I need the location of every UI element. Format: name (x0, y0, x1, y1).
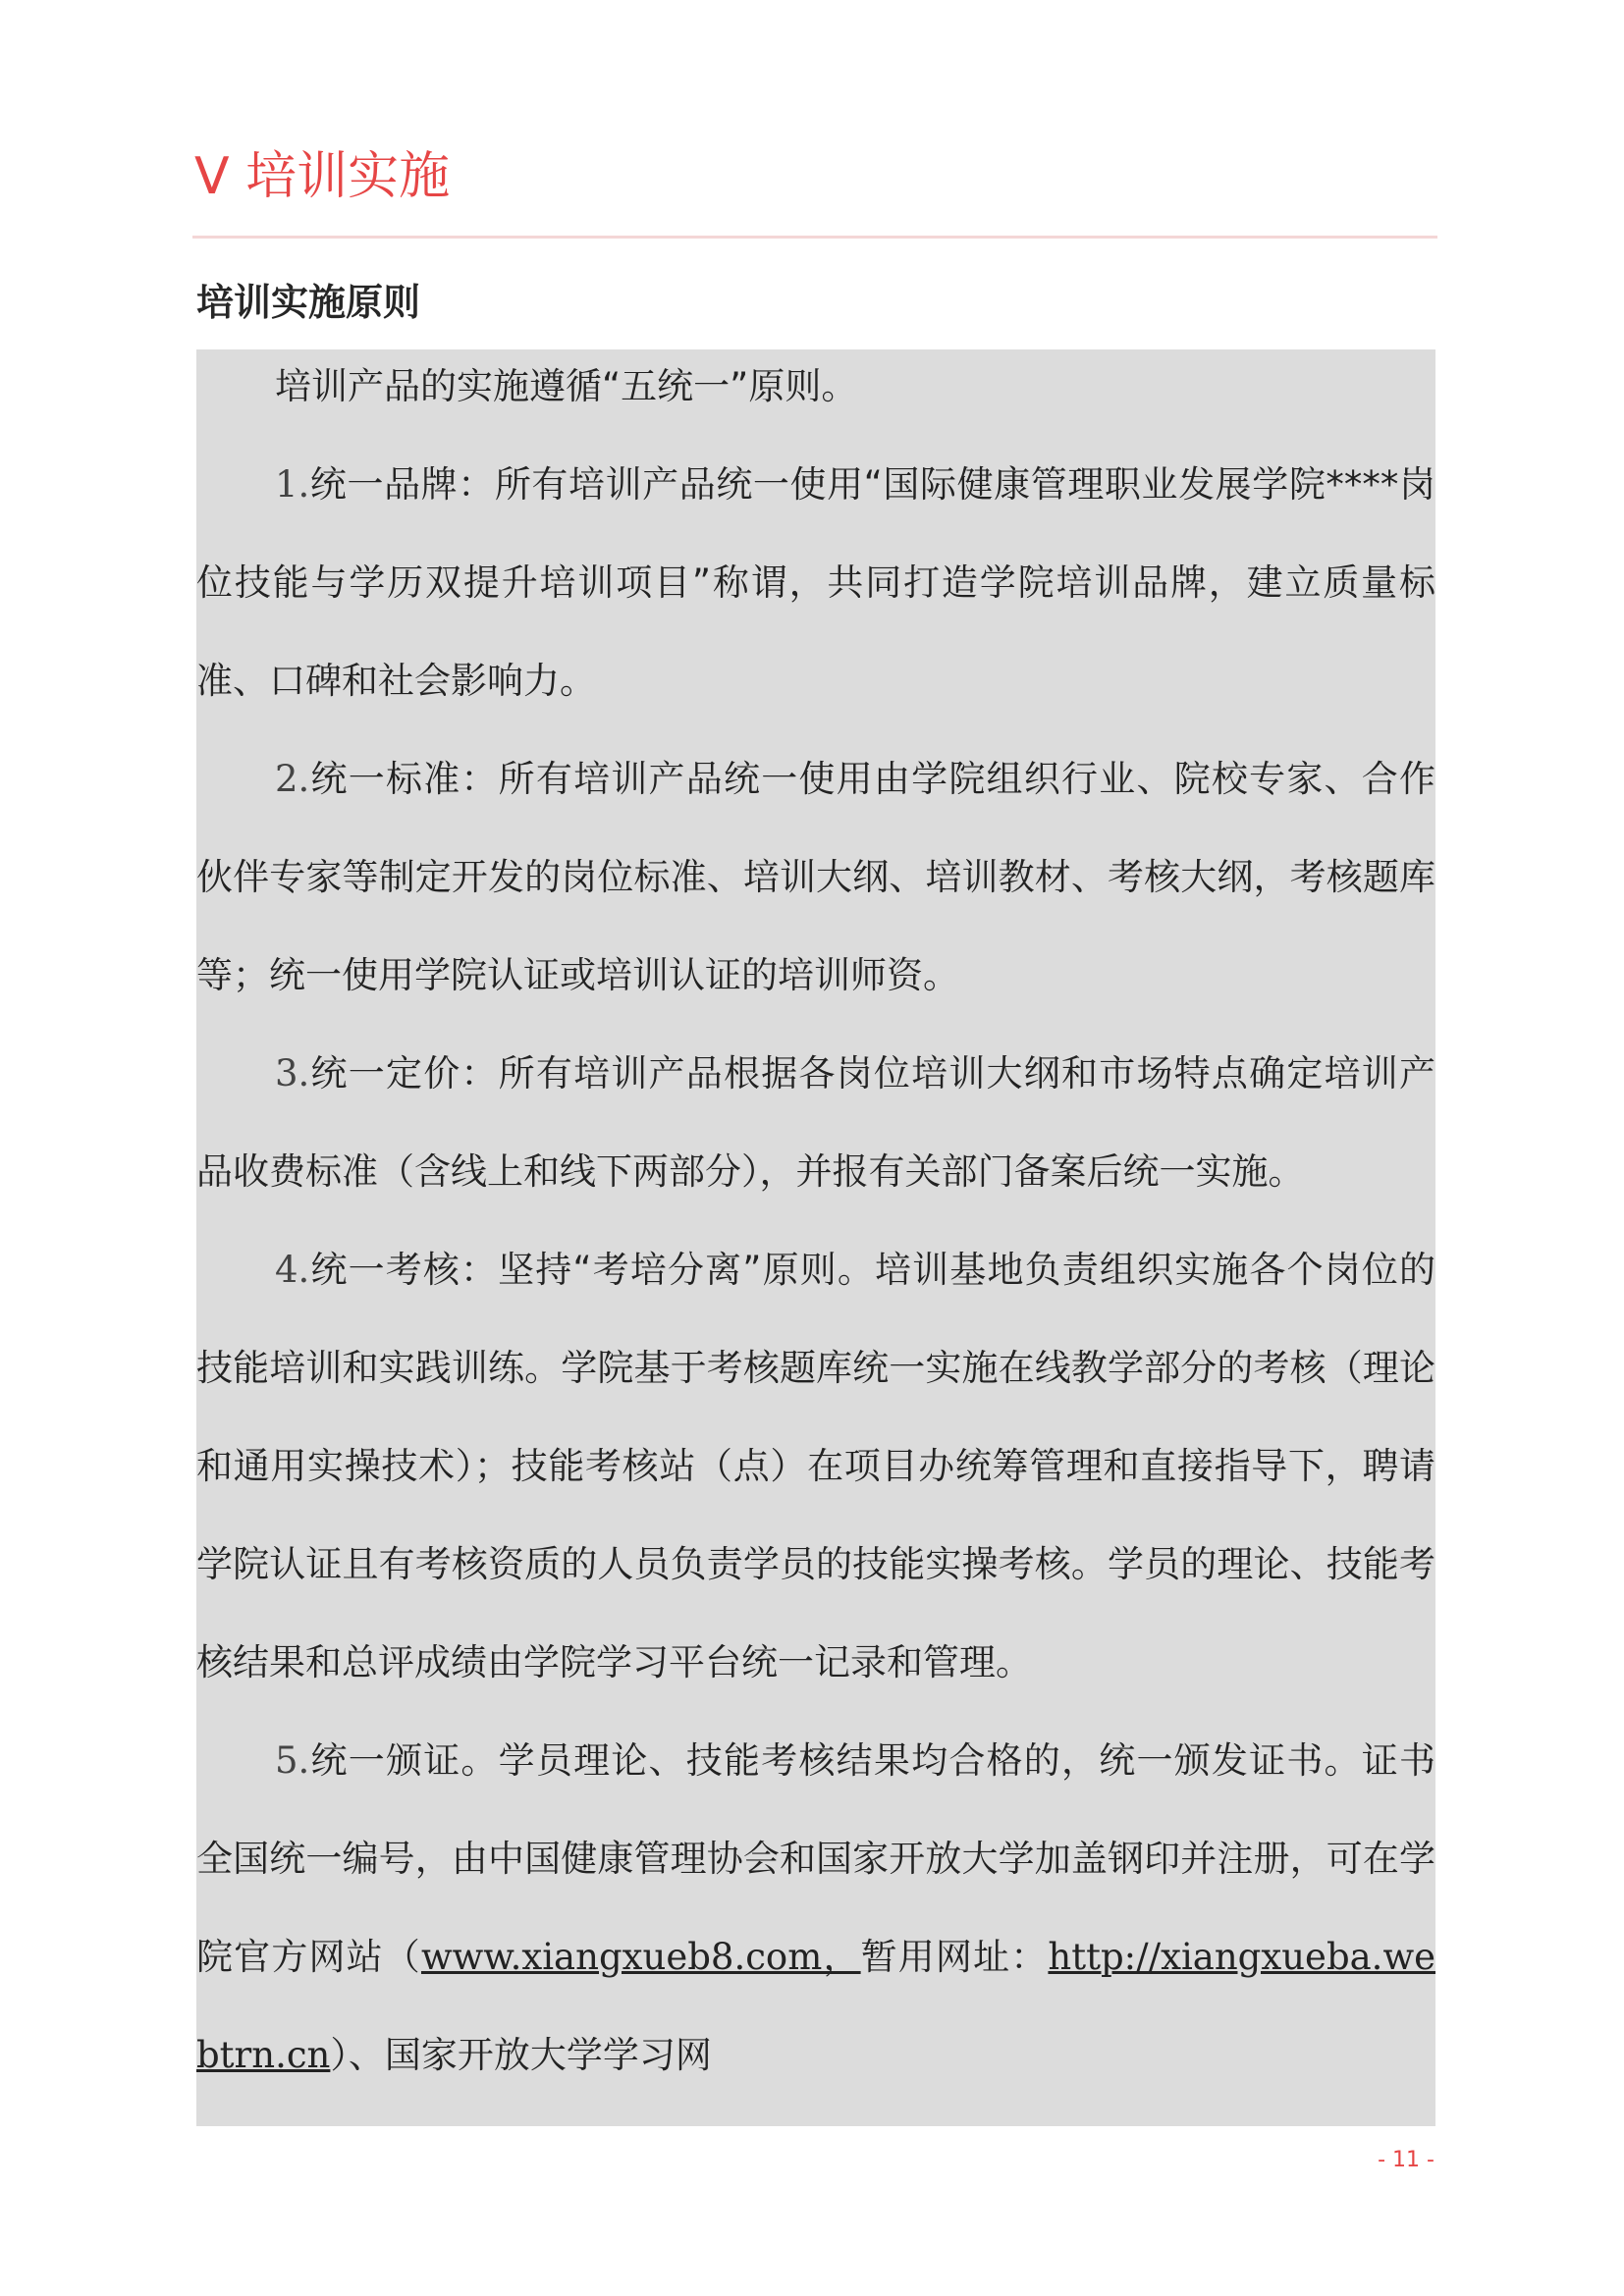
principle-4-text: 统一考核：坚持“考培分离”原则。培训基地负责组织实施各个岗位的技能培训和实践训练。学院基于考核题库统一实施在线教学部分的考核（理论和通用实操技术）；技能考核站（点）在项目办统筹管理和直接指导下，聘请学院认证且有考核资质的人员负责学员的技能实操考核。学员的理论、技能考核结果和总评成绩由学院学习平台统一记录和管理。 (196, 1249, 1435, 1683)
principle-5-text-after: ）、国家开放大学学习网 (330, 2034, 712, 2076)
principle-5-text-between: 暂用网址： (860, 1936, 1049, 1978)
official-website-link[interactable]: www.xiangxueb8.com， (420, 1936, 861, 1978)
principle-5-text-before: 统一颁证。学员理论、技能考核结果均合格的，统一颁发证书。证书全国统一编号，由中国健康管理协会和国家开放大学加盖钢印并注册，可在学院官方网站（ (196, 1739, 1435, 1978)
principle-3-text: 统一定价：所有培训产品根据各岗位培训大纲和市场特点确定培训产品收费标准（含线上和线下两部分），并报有关部门备案后统一实施。 (196, 1052, 1435, 1193)
title-divider (192, 236, 1437, 239)
intro-text: 培训产品的实施遵循“五统一”原则。 (275, 365, 858, 407)
principle-5-paragraph (196, 1712, 1435, 2105)
principles-content-box (196, 349, 1435, 2126)
principle-4-number: 4. (275, 1249, 310, 1291)
principle-2-paragraph (196, 730, 1435, 1025)
principle-3-number: 3. (275, 1052, 310, 1095)
principle-4-paragraph (196, 1221, 1435, 1712)
principle-3-paragraph (196, 1025, 1435, 1221)
chapter-title: V 培训实施 (194, 147, 451, 206)
section-heading: 培训实施原则 (196, 281, 421, 324)
principle-1-paragraph (196, 436, 1435, 730)
temporary-url-link[interactable]: http://xiangxueba.webtrn.cn (196, 1936, 1436, 2076)
principle-2-number: 2. (275, 758, 310, 800)
principle-1-number: 1. (275, 463, 310, 506)
principle-2-text: 统一标准：所有培训产品统一使用由学院组织行业、院校专家、合作伙伴专家等制定开发的岗位标准、培训大纲、培训教材、考核大纲，考核题库等；统一使用学院认证或培训认证的培训师资。 (196, 758, 1435, 996)
intro-paragraph (196, 338, 1435, 436)
principle-5-number: 5. (275, 1739, 310, 1782)
principle-1-text: 统一品牌：所有培训产品统一使用“国际健康管理职业发展学院****岗位技能与学历双提升培训项目”称谓，共同打造学院培训品牌，建立质量标准、口碑和社会影响力。 (196, 463, 1435, 702)
page-number: - 11 - (1378, 2148, 1435, 2172)
